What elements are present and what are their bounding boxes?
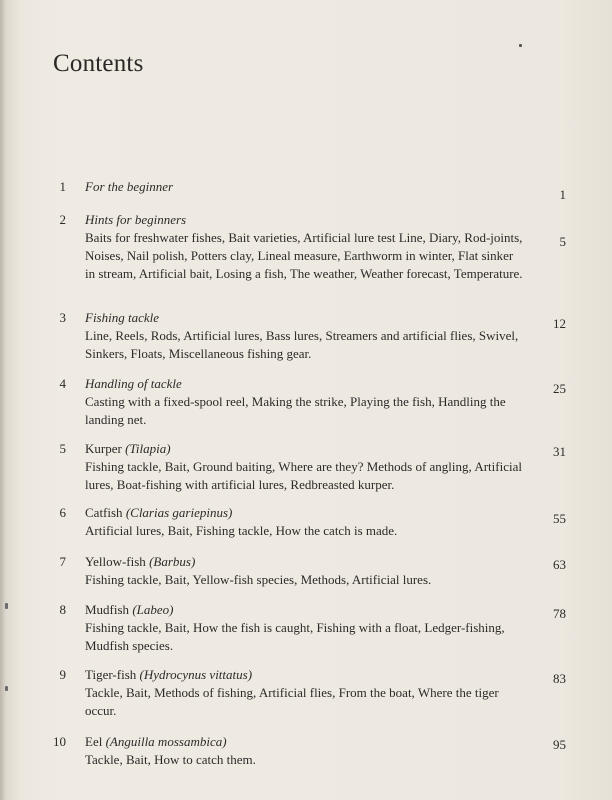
entry-body [85,440,525,494]
entry-body [85,666,525,720]
chapter-title: Kurper [85,441,122,456]
chapter-number: 10 [53,734,66,749]
entry-body [85,309,525,363]
chapter-title: Eel [85,734,103,749]
page-number: 95 [553,737,566,752]
page-number: 25 [553,381,566,396]
chapter-title: Fishing tackle [85,310,160,325]
page-number: 1 [559,187,566,202]
chapter-number: 6 [59,505,66,520]
chapter-number: 8 [59,602,66,617]
chapter-topics: Fishing tackle, Bait, How the fish is caught, Fishing with a float, Ledger-fishing, Mudfish species. [85,620,505,653]
chapter-title-line [85,666,525,684]
chapter-title-line [85,504,525,522]
page-number: 83 [553,671,566,686]
scientific-name: (Hydrocynus vittatus) [139,667,253,682]
entry-body [85,375,525,429]
chapter-topics: Artificial lures, Bait, Fishing tackle, How the catch is made. [85,523,398,538]
chapter-title-line [85,733,525,751]
chapter-number: 2 [59,212,66,227]
chapter-number: 1 [59,179,66,194]
entry-body [85,504,525,540]
chapter-number: 7 [59,554,66,569]
chapter-topics: Line, Reels, Rods, Artificial lures, Bass lures, Streamers and artificial flies, Swivel, Sinkers, Floats, Miscellaneous fishing gear. [85,328,519,361]
chapter-title: Mudfish [85,602,130,617]
scientific-name: (Anguilla mossambica) [105,734,227,749]
chapter-title-line [85,601,525,619]
page-title: Contents [53,50,144,77]
page-number: 78 [553,606,566,621]
scientific-name: (Tilapia) [125,441,171,456]
entry-body [85,553,525,589]
chapter-topics: Fishing tackle, Bait, Yellow-fish species, Methods, Artificial lures. [85,572,432,587]
page-number: 55 [553,511,566,526]
scientific-name: (Barbus) [149,554,196,569]
chapter-title: For the beginner [85,179,174,194]
chapter-number: 4 [59,376,66,391]
page-number: 12 [553,316,566,331]
chapter-number: 5 [59,441,66,456]
chapter-title: Hints for beginners [85,212,187,227]
entry-body [85,733,525,769]
chapter-number: 3 [59,310,66,325]
chapter-title: Yellow-fish [85,554,146,569]
page-number: 5 [559,234,566,249]
chapter-title: Catfish [85,505,123,520]
chapter-title-line [85,440,525,458]
chapter-title-line [85,553,525,571]
chapter-topics: Tackle, Bait, How to catch them. [85,752,256,767]
entry-body [85,601,525,655]
entry-body [85,178,525,196]
chapter-title: Handling of tackle [85,376,182,391]
entry-body [85,211,525,283]
chapter-topics: Tackle, Bait, Methods of fishing, Artificial flies, From the boat, Where the tiger occur. [85,685,499,718]
scientific-name: (Clarias gariepinus) [125,505,233,520]
chapter-number: 9 [59,667,66,682]
chapter-title: Tiger-fish [85,667,137,682]
chapter-topics: Casting with a fixed-spool reel, Making the strike, Playing the fish, Handling the landing net. [85,394,506,427]
page-number: 63 [553,557,566,572]
page-number: 31 [553,444,566,459]
scientific-name: (Labeo) [132,602,174,617]
chapter-topics: Fishing tackle, Bait, Ground baiting, Where are they? Methods of angling, Artificial lures, Boat-fishing with artificial lures, Redbreasted kurper. [85,459,522,492]
chapter-topics: Baits for freshwater fishes, Bait varieties, Artificial lure test Line, Diary, Rod-joints, Noises, Nail polish, Potters clay, Lineal measure, Earthworm in winter, Flat sinker in stream, Artificial bait, Losing a fish, The weather, Weather forecast, Temperature. [85,230,523,281]
